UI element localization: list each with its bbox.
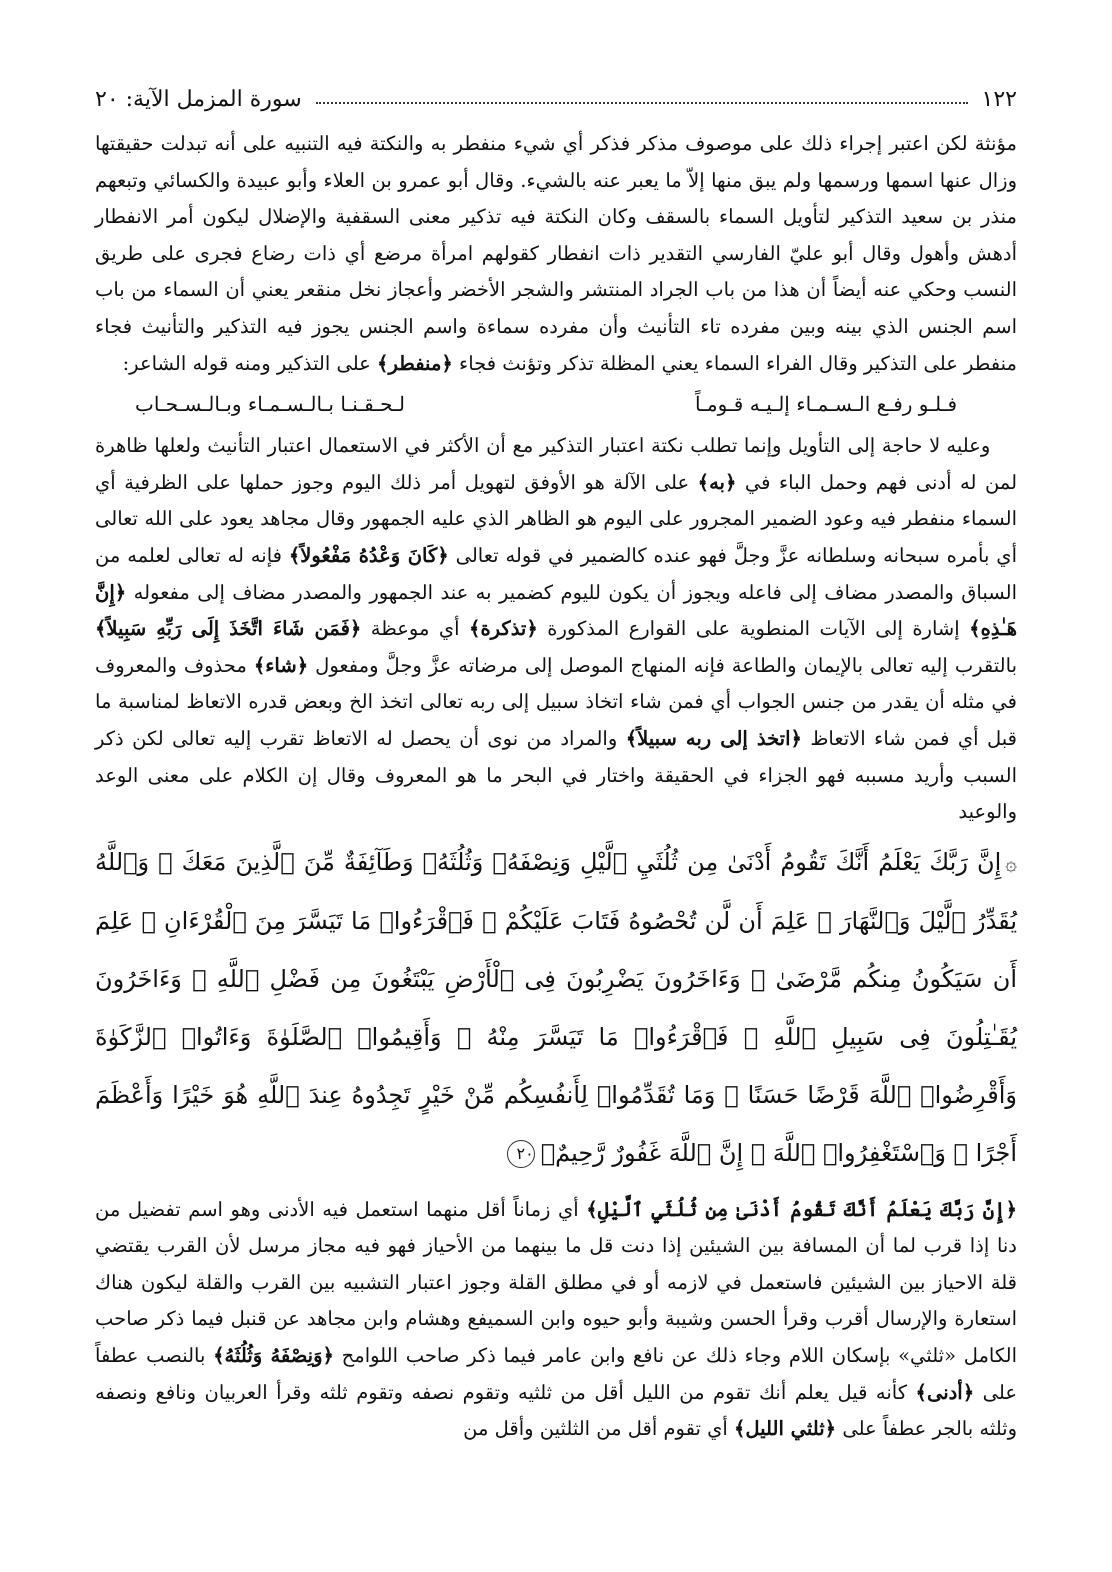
paragraph-text: بالنصب عطفاً على [95,1344,1017,1404]
paragraph-text: إشارة إلى الآيات المنطوية على القوارع المذكورة [547,617,960,641]
quranic-quote: ﴿منفطر﴾ [377,351,453,375]
poem-verse [95,384,1017,424]
poem-first-hemistich: فـلـو رفـع الـسـمـاء إلـيـه قـومـاً [694,392,957,417]
paragraph-text: كأنه قيل يعلم أنك تقوم من الليل أقل من ثلثيه وتقوم نصفه وتقوم ثلثه وقرأ العربيان ونافع ونصفه وثلثه بالجر عطفاً على [95,1380,1017,1441]
quranic-quote: ﴿شاء﴾ [253,653,309,677]
quranic-quote: ﴿أدنى﴾ [915,1380,975,1404]
quranic-quote: ﴿اتخذ إلى ربه سبيلاً﴾ [625,726,802,750]
quranic-quote: ﴿ثلثي الليل﴾ [733,1417,837,1441]
paragraph-text: على الآلة هو الأوفق لتهويل أمر ذلك اليوم وجوز حملها على الظرفية أي السماء منفطر فيه وعود الضمير المجرور على اليوم هو الظاهر الذي عليه الجمهور وقال مجاهد يعود على الله تعالى أي بأمره سبحانه وسلطانه عزَّ وجلَّ فهو عنده كالضمير في قوله تعالى [95,470,1017,567]
paragraph-text: والمراد من نوى أن يحصل له الاتعاظ تقرب إليه تعالى لكن ذكر السبب وأريد مسببه فهو الجزاء في الحقيقة واختار في البحر ما هو المعروف وقال إن الكلام على معنى الوعد والوعيد [95,726,1017,824]
quranic-quote: ﴿وَنِصْفَهُ وَثُلُثَهُ﴾ [213,1344,334,1368]
paragraph-2 [95,428,1017,831]
quranic-quote: ﴿تذكرة﴾ [469,617,538,641]
quranic-quote: ﴿إِنَّ هَـٰذِهِ﴾ [95,580,1018,641]
paragraph-text: مؤنثة لكن اعتبر إجراء ذلك على موصوف مذكر فذكر أي شيء منفطر به والنكتة فيه التنبيه على أنه تبدلت حقيقتها وزال عنها اسمها ورسمها ولم يبق منها إلاّ ما يعبر عنه بالشيء. وقال أبو عمرو بن العلاء وأبو عبيدة والكسائي وتبعهم منذر بن سعيد التذكير لتأويل السماء بالسقف وكان النكتة فيه تذكير معنى السقفية والإضلال ليكون أمر الانفطار أدهش وأهول وقال أبو عليّ الفارسي التقدير ذات انفطار كقولهم امرأة مرضع أي ذات رضاع فجرى على طريق النسب وحكي عنه أيضاً أن هذا من باب الجراد المنتشر والشجر الأخضر وأعجاز نخل منقعر يعني أن السماء من باب اسم الجنس الذي بينه وبين مفرده تاء التأنيث وأن مفرده سماءة واسم الجنس يجوز فيه التذكير والتأنيث فجاء منفطر على التذكير وقال الفراء السماء يعني المظلة تذكر وتؤنث فجاء [95,132,1017,375]
header-dot-leader [316,102,968,104]
paragraph-text: أي موعظة [370,617,460,641]
paragraph-1 [95,126,1017,382]
paragraph-text: محذوف والمعروف في مثله أن يقدر من جنس الجواب أي فمن شاء اتخاذ سبيل إلى ربه تعالى اتخذ الخ وبعض قدره الاتعاظ لمناسبة ما قبل أي فمن شاء الاتعاظ [95,653,1017,750]
hizb-star-icon: ۞ [1005,850,1017,875]
ayah-number-marker: ٢٠ [507,1140,535,1168]
quranic-quote: ﴿فَمَن شَاءَ اتَّخَذَ إِلَى رَبِّهِ سَبِيلاً﴾ [95,617,362,641]
paragraph-text: فإنه له تعالى لعلمه من السباق والمصدر مضاف إلى فاعله ويجوز أن يكون لليوم كضمير به عند الجمهور والمصدر مضاف إلى مفعوله [95,543,1017,604]
quran-verse-text: إِنَّ رَبَّكَ يَعْلَمُ أَنَّكَ تَقُومُ أَدْنَىٰ مِن ثُلُثَيِ ٱلَّيْلِ وَنِصْفَهُۥ وَثُلُثَهُۥ وَطَآئِفَةٌ مِّنَ ٱلَّذِينَ مَعَكَ ۚ وَٱللَّهُ يُقَدِّرُ ٱلَّيْلَ وَٱلنَّهَارَ ۚ عَلِمَ أَن لَّن تُحْصُوهُ فَتَابَ عَلَيْكُمْ ۖ فَٱقْرَءُوا۟ مَا تَيَسَّرَ مِنَ ٱلْقُرْءَانِ ۚ عَلِمَ أَن سَيَكُونُ مِنكُم مَّرْضَىٰ ۙ وَءَاخَرُونَ يَضْرِبُونَ فِى ٱلْأَرْضِ يَبْتَغُونَ مِن فَضْلِ ٱللَّهِ ۙ وَءَاخَرُونَ يُقَـٰتِلُونَ فِى سَبِيلِ ٱللَّهِ ۖ فَٱقْرَءُوا۟ مَا تَيَسَّرَ مِنْهُ ۚ وَأَقِيمُوا۟ ٱلصَّلَوٰةَ وَءَاتُوا۟ ٱلزَّكَوٰةَ وَأَقْرِضُوا۟ ٱللَّهَ قَرْضًا حَسَنًا ۚ وَمَا تُقَدِّمُوا۟ لِأَنفُسِكُم مِّنْ خَيْرٍ تَجِدُوهُ عِندَ ٱللَّهِ هُوَ خَيْرًا وَأَعْظَمَ أَجْرًا ۚ وَٱسْتَغْفِرُوا۟ ٱللَّهَ ۖ إِنَّ ٱللَّهَ غَفُورٌ رَّحِيمٌۢ [95,847,1017,1167]
quranic-quote: ﴿إِنَّ رَبَّكَ يَعْلَمُ أَنَّكَ تَقُومُ أَدْنَىٰ مِن ثُلُثَيِ ٱلَّيْلِ﴾ [586,1197,1018,1221]
running-header [95,78,1017,120]
quranic-quote: ﴿كَانَ وَعْدُهُ مَفْعُولاً﴾ [288,543,449,567]
quranic-quote: ﴿به﴾ [697,470,737,494]
paragraph-text: بالتقرب إليه تعالى بالإيمان والطاعة فإنه المنهاج الموصل إلى مرضاته عزَّ وجلَّ ومفعول [315,653,1017,677]
paragraph-text: على التذكير ومنه قوله الشاعر: [122,351,371,375]
page-number: ١٢٢ [981,86,1017,112]
paragraph-3 [95,1192,1017,1448]
poem-second-hemistich: لـحـقـنـا بـالـسـمـاء وبـالـسـحـاب [135,392,406,417]
surah-reference: سورة المزمل الآية: ٢٠ [95,86,302,112]
page-body [95,126,1017,1448]
quran-verse-block [95,833,1017,1182]
paragraph-text: وعليه لا حاجة إلى التأويل وإنما تطلب نكتة اعتبار التذكير مع أن الأكثر في الاستعمال اعتبار التأنيث ولعلها ظاهرة لمن له أدنى فهم وحمل الباء في [95,434,1018,494]
paragraph-text: أي تقوم أقل من الثلثين وأقل من [463,1417,728,1441]
paragraph-text: أي زماناً أقل منهما استعمل فيه الأدنى وهو اسم تفضيل من دنا إذا قرب لما أن المسافة بين الشيئين إذا دنت قل ما بينهما من الأحياز فهو فيه مجاز مرسل لأن القرب يقتضي قلة الاحياز بين الشيئين فاستعمل في لازمه أو في مطلق القلة وجوز اعتبار التشبيه بين القرب والقلة ليكون هناك استعارة والإرسال أقرب وقرأ الحسن وشيبة وأبو حيوه وابن السميفع وهشام وابن مجاهد عن قنبل فيما ذكر صاحب الكامل «ثلثي» بإسكان اللام وجاء ذلك عن نافع وابن عامر فيما ذكر صاحب اللوامح [95,1197,1017,1368]
